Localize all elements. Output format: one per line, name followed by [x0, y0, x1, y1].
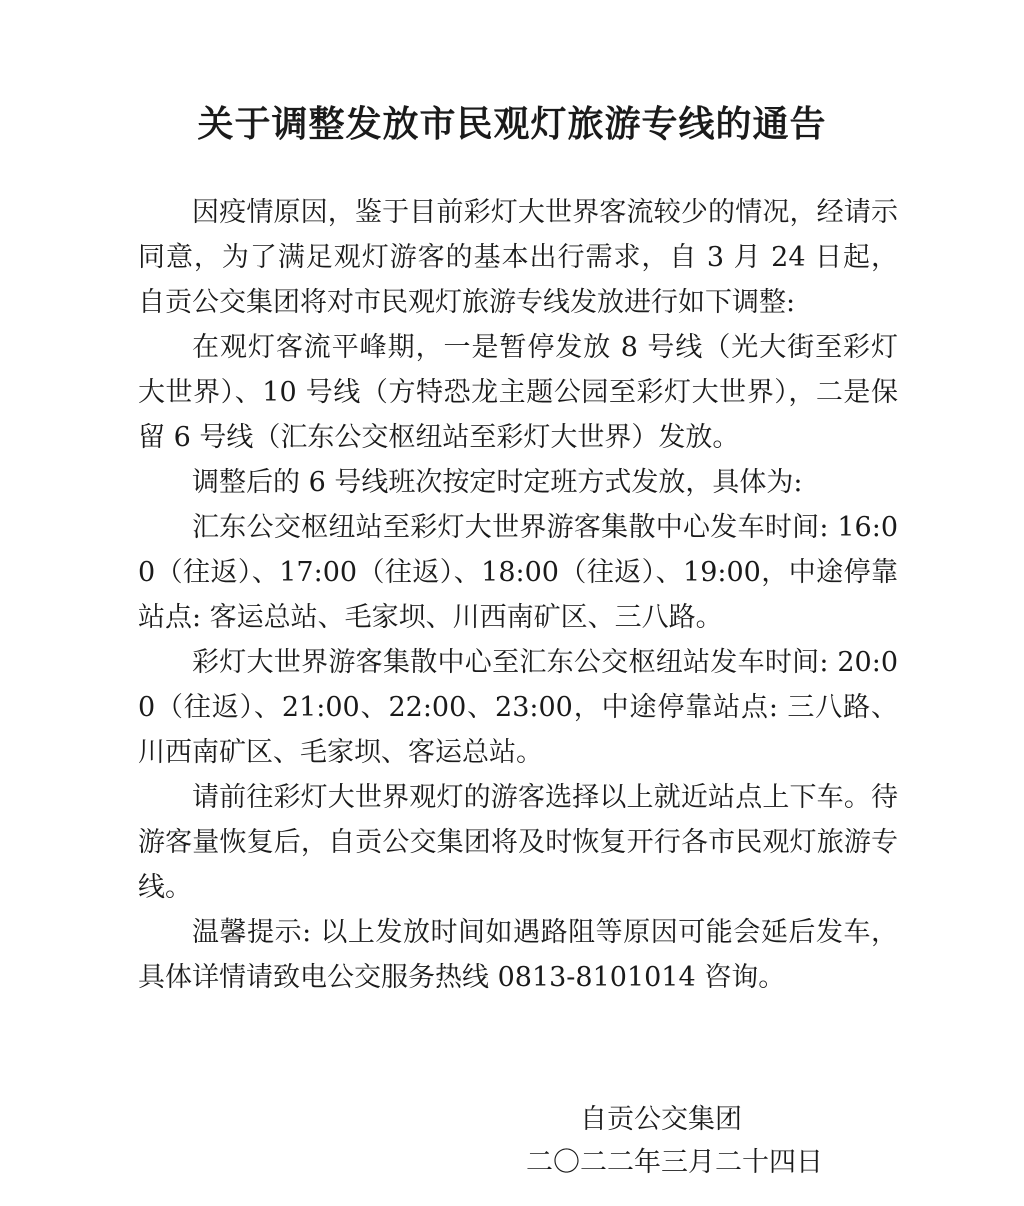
signature-organization: 自贡公交集团	[580, 1104, 742, 1135]
paragraph-intro: 因疫情原因，鉴于目前彩灯大世界客流较少的情况，经请示同意，为了满足观灯游客的基本出行需求，自 3 月 24 日起，自贡公交集团将对市民观灯旅游专线发放进行如下调整:	[138, 197, 898, 318]
paragraph-return-schedule: 彩灯大世界游客集散中心至汇东公交枢纽站发车时间: 20:00（往返）、21:00、22:00、23:00，中途停靠站点: 三八路、川西南矿区、毛家坝、客运总站。	[138, 647, 898, 768]
document-title: 关于调整发放市民观灯旅游专线的通告	[197, 104, 827, 145]
paragraph-outbound-schedule: 汇东公交枢纽站至彩灯大世界游客集散中心发车时间: 16:00（往返）、17:00（往返）、18:00（往返）、19:00，中途停靠站点: 客运总站、毛家坝、川西南矿区、三八路。	[138, 512, 898, 633]
signature-date: 二〇二二年三月二十四日	[526, 1147, 823, 1178]
paragraph-passenger-advice: 请前往彩灯大世界观灯的游客选择以上就近站点上下车。待游客量恢复后，自贡公交集团将及时恢复开行各市民观灯旅游专线。	[138, 782, 898, 903]
paragraph-schedule-intro: 调整后的 6 号线班次按定时定班方式发放，具体为:	[192, 467, 803, 498]
paragraph-adjustment: 在观灯客流平峰期，一是暂停发放 8 号线（光大街至彩灯大世界）、10 号线（方特恐龙主题公园至彩灯大世界），二是保留 6 号线（汇东公交枢纽站至彩灯大世界）发放。	[138, 332, 898, 453]
paragraph-reminder: 温馨提示: 以上发放时间如遇路阻等原因可能会延后发车，具体详情请致电公交服务热线 0813-8101014 咨询。	[138, 917, 898, 993]
document-body	[138, 190, 898, 1000]
